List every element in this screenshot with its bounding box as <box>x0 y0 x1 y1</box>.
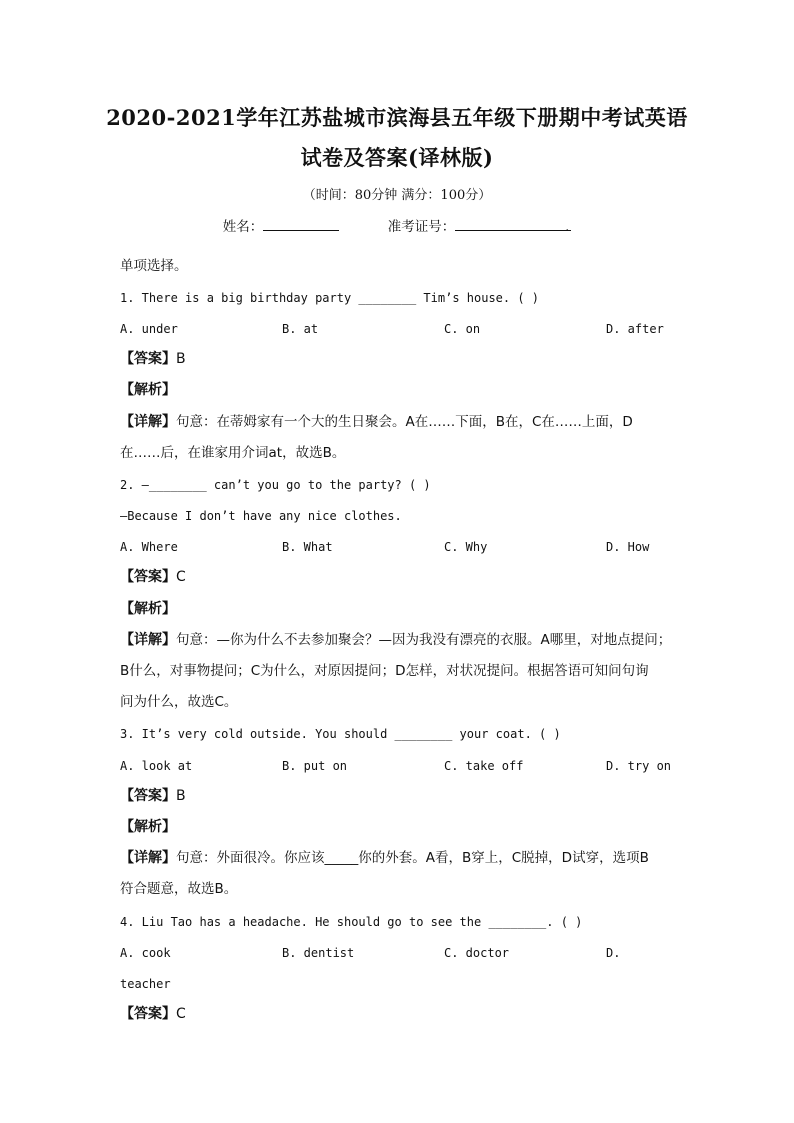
question-4-option-d-wrap: teacher <box>120 977 171 991</box>
question-2-options <box>120 537 676 557</box>
question-3-analysis <box>120 817 676 837</box>
analysis-label: 【解析】 <box>120 819 176 835</box>
analysis-label: 【解析】 <box>120 601 176 617</box>
option-a: A. look at <box>120 759 193 773</box>
question-1-answer <box>120 349 676 369</box>
question-3-answer <box>120 786 676 806</box>
answer-label: 【答案】 <box>120 1006 176 1022</box>
option-d: D. try on <box>606 759 672 773</box>
question-1-analysis <box>120 380 676 400</box>
option-c: C. Why <box>444 540 488 554</box>
option-b: B. What <box>282 540 333 554</box>
question-2-reply: —Because I don’t have any nice clothes. <box>120 509 402 523</box>
candidate-info <box>0 217 794 237</box>
question-1-stem: 1. There is a big birthday party ________ Tim’s house. ( ) <box>120 291 540 305</box>
question-4-options <box>120 943 676 963</box>
question-3-detail-line-1: 【详解】句意：外面很冷。你应该_____你的外套。A看，B穿上，C脱掉，D试穿，选项B <box>120 850 649 866</box>
question-1-options <box>120 319 676 339</box>
answer-value: C <box>176 1006 186 1022</box>
question-2-analysis <box>120 599 676 619</box>
question-3-stem: 3. It’s very cold outside. You should ________ your coat. ( ) <box>120 727 561 741</box>
option-d: D. How <box>606 540 650 554</box>
doc-title-line1: 2020-2021学年江苏盐城市滨海县五年级下册期中考试英语 <box>106 105 688 130</box>
detail-label: 【详解】 <box>120 414 176 430</box>
detail-label: 【详解】 <box>120 632 176 648</box>
question-3-options <box>120 756 676 776</box>
answer-label: 【答案】 <box>120 788 176 804</box>
answer-value: B <box>176 788 186 804</box>
question-1-detail-line-1: 【详解】句意：在蒂姆家有一个大的生日聚会。A在……下面，B在，C在……上面，D <box>120 414 633 430</box>
option-a: A. under <box>120 322 178 336</box>
option-b: B. dentist <box>282 946 355 960</box>
question-2-stem: 2. —________ can’t you go to the party? ( ) <box>120 478 431 492</box>
option-a: A. cook <box>120 946 171 960</box>
question-4-stem: 4. Liu Tao has a headache. He should go to see the ________. ( ) <box>120 915 583 929</box>
doc-title-line2: 试卷及答案(译林版) <box>300 145 494 170</box>
exam-no-label: 准考证号： <box>387 219 456 235</box>
question-2-detail-line-3: 问为什么，故选C。 <box>120 694 238 710</box>
answer-label: 【答案】 <box>120 569 176 585</box>
option-d: D. <box>606 946 621 960</box>
question-2-answer <box>120 567 676 587</box>
name-label: 姓名： <box>222 219 264 235</box>
exam-no-blank <box>455 217 563 231</box>
exam-time-score: （时间：80分钟 满分：100分） <box>302 188 492 203</box>
detail-label: 【详解】 <box>120 850 176 866</box>
section-heading: 单项选择。 <box>120 258 188 274</box>
question-3-detail-line-2: 符合题意，故选B。 <box>120 881 238 897</box>
option-d: D. after <box>606 322 664 336</box>
question-2-detail-line-1: 【详解】句意：—你为什么不去参加聚会？—因为我没有漂亮的衣服。A哪里，对地点提问； <box>120 632 672 648</box>
answer-value: B <box>176 351 186 367</box>
answer-value: C <box>176 569 186 585</box>
option-c: C. on <box>444 322 481 336</box>
option-c: C. doctor <box>444 946 510 960</box>
answer-label: 【答案】 <box>120 351 176 367</box>
option-b: B. at <box>282 322 319 336</box>
name-blank <box>263 217 339 231</box>
option-c: C. take off <box>444 759 524 773</box>
question-4-answer <box>120 1004 676 1024</box>
question-1-detail-line-2: 在……后，在谁家用介词at，故选B。 <box>120 445 346 461</box>
question-2-detail-line-2: B什么，对事物提问；C为什么，对原因提问；D怎样，对状况提问。根据答语可知问句询 <box>120 663 649 679</box>
analysis-label: 【解析】 <box>120 382 176 398</box>
option-b: B. put on <box>282 759 348 773</box>
exam-no-tail: . <box>565 219 570 235</box>
option-a: A. Where <box>120 540 178 554</box>
